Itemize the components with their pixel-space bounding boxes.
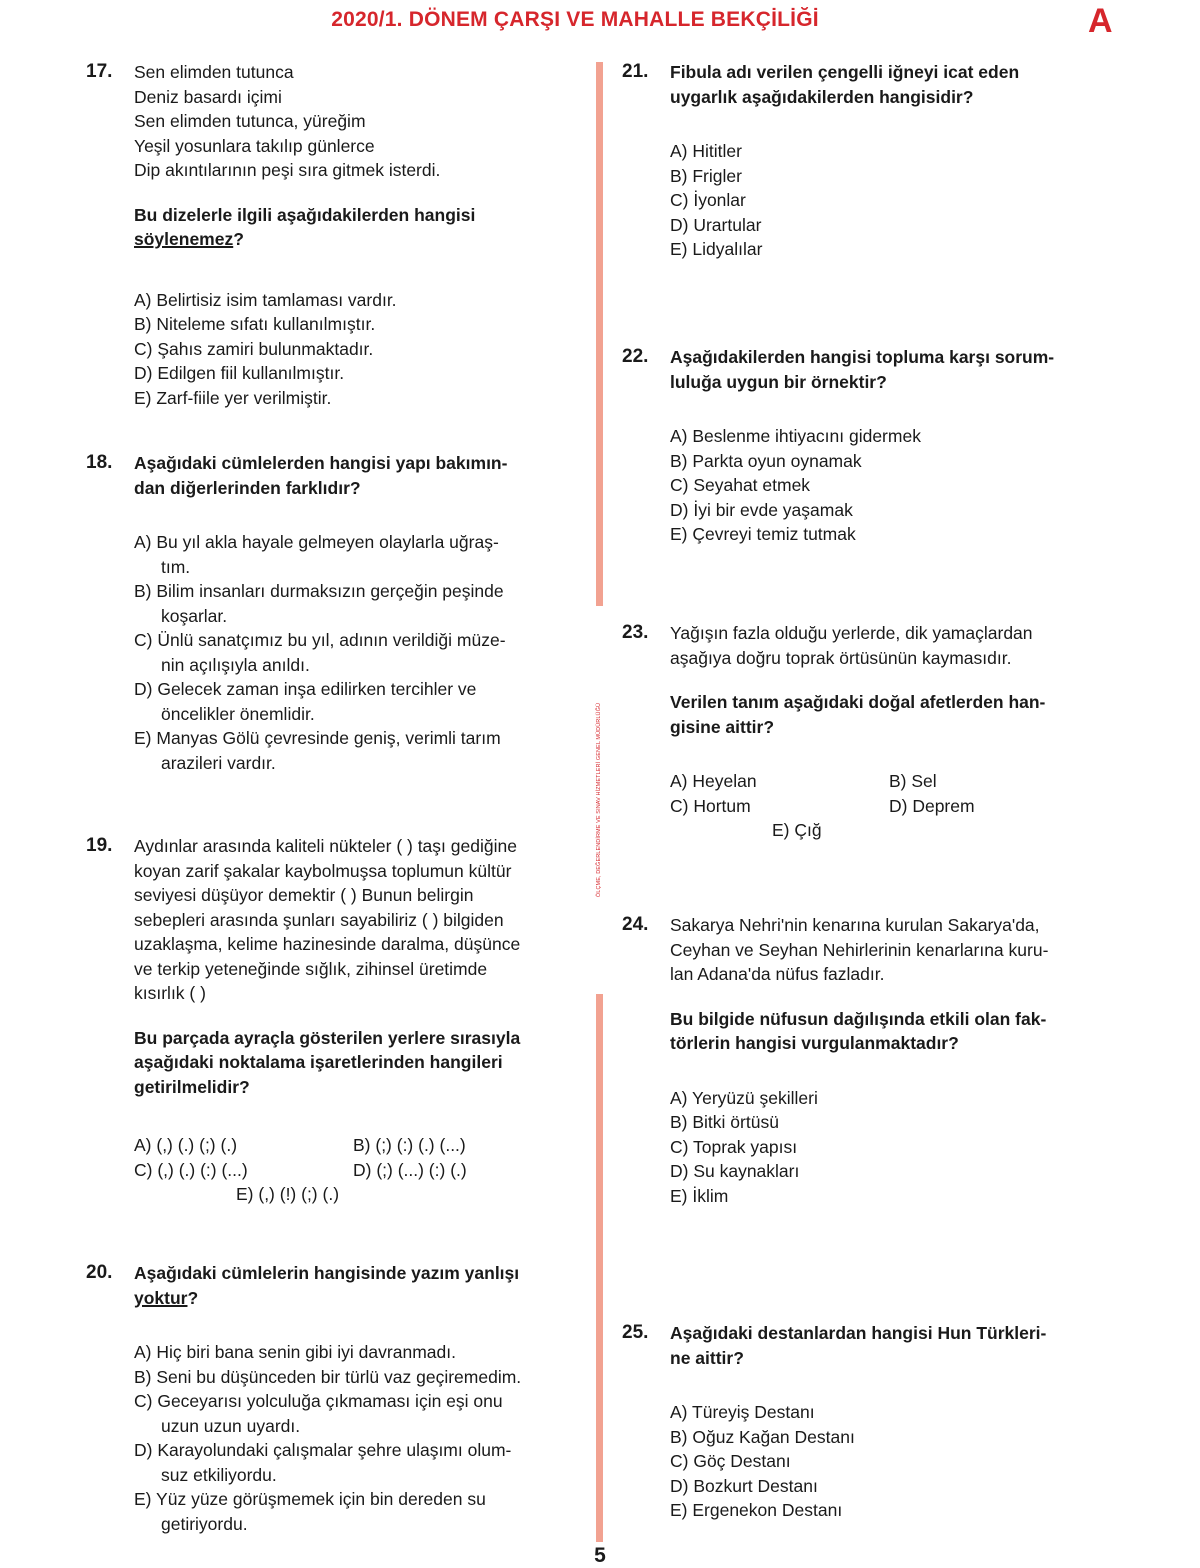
option-d[interactable]: D) Deprem <box>889 795 975 816</box>
passage-line: uzaklaşma, kelime hazinesinde daralma, düşünce <box>134 934 521 954</box>
passage-line: Aydınlar arasında kaliteli nükteler ( ) taşı gediğine <box>134 836 517 856</box>
answer-options <box>134 530 591 775</box>
option-c[interactable]: C) Seyahat etmek <box>670 475 811 495</box>
question-23 <box>622 621 1127 843</box>
option-e[interactable]: E) Zarf-fiile yer verilmiştir. <box>134 387 332 408</box>
option-d[interactable]: D) Urartular <box>670 214 762 235</box>
answer-options <box>134 1133 591 1207</box>
poem-line: Dip akıntılarının peşi sıra gitmek isterdi. <box>134 160 441 180</box>
option-d[interactable]: D) (;) (...) (:) (.) <box>353 1159 467 1180</box>
stem-question-mark: ? <box>187 1287 199 1308</box>
stem-negative-word: söylenemez <box>134 229 234 249</box>
stem-line: ne aittir? <box>670 1347 744 1368</box>
question-21 <box>622 60 1127 262</box>
question-number: 17. <box>86 61 113 82</box>
question-passage <box>670 621 1127 670</box>
option-b[interactable]: B) Sel <box>889 771 937 791</box>
option-e[interactable]: E) Ergenekon Destanı <box>670 1500 843 1520</box>
answer-options <box>134 1340 591 1536</box>
option-b[interactable]: B) Frigler <box>670 165 742 186</box>
stem-line <box>134 227 591 252</box>
passage-line: aşağıya doğru toprak örtüsünün kaymasıdır. <box>670 647 1012 668</box>
stem-line: Bu parçada ayraçla gösterilen yerlere sırasıyla <box>134 1027 521 1048</box>
option-a[interactable]: A) Türeyiş Destanı <box>670 1402 815 1422</box>
option-text-cont: uzun uzun uyardı. <box>161 1415 301 1436</box>
question-19 <box>86 834 591 1207</box>
option-e[interactable]: E) İklim <box>670 1185 729 1206</box>
question-22 <box>622 345 1127 547</box>
option-a[interactable]: A) Hititler <box>670 141 742 161</box>
option-text-cont: tım. <box>161 556 191 577</box>
stem-line: Fibula adı verilen çengelli iğneyi icat eden <box>670 62 1020 82</box>
option-c[interactable]: C) Toprak yapısı <box>670 1136 798 1157</box>
stem-line: Aşağıdaki cümlelerden hangisi yapı bakımın- <box>134 453 508 473</box>
stem-line: dan diğerlerinden farklıdır? <box>134 477 361 498</box>
stem-line: gisine aittir? <box>670 716 775 737</box>
question-stem <box>670 690 1127 739</box>
option-a[interactable]: A) Hiç biri bana senin gibi iyi davranmadı. <box>134 1342 456 1362</box>
option-a[interactable]: A) Yeryüzü şekilleri <box>670 1087 818 1108</box>
question-number: 25. <box>622 1322 649 1343</box>
question-number: 20. <box>86 1262 113 1283</box>
option-b[interactable]: B) Oğuz Kağan Destanı <box>670 1426 855 1447</box>
option-c[interactable]: C) İyonlar <box>670 190 746 210</box>
option-e[interactable] <box>134 726 591 775</box>
stem-line: törlerin hangisi vurgulanmaktadır? <box>670 1033 959 1053</box>
option-text-cont: suz etkiliyordu. <box>161 1464 277 1485</box>
stem-question-mark: ? <box>233 229 244 249</box>
question-stem <box>670 60 1127 109</box>
stem-line: Verilen tanım aşağıdaki doğal afetlerden han- <box>670 692 1046 712</box>
question-stem <box>134 451 591 500</box>
question-stem <box>134 203 591 252</box>
option-d[interactable]: D) İyi bir evde yaşamak <box>670 499 853 520</box>
stem-line <box>134 1286 591 1311</box>
option-a[interactable]: A) Belirtisiz isim tamlaması vardır. <box>134 289 397 310</box>
question-passage <box>134 834 591 1006</box>
option-d[interactable]: D) Su kaynakları <box>670 1161 800 1181</box>
option-b[interactable]: B) Bitki örtüsü <box>670 1112 779 1132</box>
option-text-cont: koşarlar. <box>161 605 228 626</box>
option-c[interactable] <box>134 628 591 677</box>
stem-line: Bu dizelerle ilgili aşağıdakilerden hangisi <box>134 204 476 225</box>
stem-line: Aşağıdaki cümlelerin hangisinde yazım yanlışı <box>134 1263 520 1283</box>
question-number: 19. <box>86 835 113 856</box>
answer-options <box>134 288 591 411</box>
question-stem <box>670 345 1127 394</box>
answer-options <box>670 769 1127 843</box>
option-a[interactable] <box>134 530 591 579</box>
poem-line: Sen elimden tutunca <box>134 62 294 82</box>
option-text: D) Karayolundaki çalışmalar şehre ulaşımı olum- <box>134 1440 512 1460</box>
passage-line: kısırlık ( ) <box>134 983 206 1003</box>
passage-line: Sakarya Nehri'nin kenarına kurulan Sakarya'da, <box>670 915 1040 935</box>
question-25 <box>622 1321 1127 1523</box>
stem-negative-word: yoktur <box>134 1287 188 1308</box>
option-c[interactable]: C) Hortum <box>670 795 751 816</box>
option-c[interactable] <box>134 1389 591 1438</box>
option-text: E) Manyas Gölü çevresinde geniş, verimli tarım <box>134 728 501 748</box>
question-stem <box>670 1007 1127 1056</box>
option-text-cont: nin açılışıyla anıldı. <box>161 654 310 675</box>
passage-line: Yağışın fazla olduğu yerlerde, dik yamaçlardan <box>670 623 1033 643</box>
option-a[interactable]: A) (,) (.) (;) (.) <box>134 1135 238 1155</box>
option-text: C) Geceyarısı yolculuğa çıkmaması için eşi onu <box>134 1391 503 1411</box>
option-b[interactable]: B) Parkta oyun oynamak <box>670 450 862 471</box>
option-text-cont: öncelikler önemlidir. <box>161 703 315 724</box>
option-a[interactable]: A) Heyelan <box>670 771 757 791</box>
stem-line: uygarlık aşağıdakilerden hangisidir? <box>670 86 974 107</box>
question-passage <box>670 913 1127 987</box>
passage-line: seviyesi düşüyor demektir ( ) Bunun belirgin <box>134 885 474 905</box>
option-e[interactable]: E) Çevreyi temiz tutmak <box>670 524 856 544</box>
option-d[interactable] <box>134 1438 591 1487</box>
answer-options <box>670 139 1127 262</box>
option-e[interactable]: E) Lidyalılar <box>670 239 763 259</box>
question-18 <box>86 451 591 775</box>
option-c[interactable]: C) Göç Destanı <box>670 1451 791 1471</box>
passage-line: lan Adana'da nüfus fazladır. <box>670 964 885 984</box>
poem-line: Deniz basardı içimi <box>134 86 282 107</box>
question-number: 24. <box>622 914 649 935</box>
option-c[interactable]: C) Şahıs zamiri bulunmaktadır. <box>134 338 374 359</box>
option-a[interactable]: A) Beslenme ihtiyacını gidermek <box>670 426 921 446</box>
option-text: B) Bilim insanları durmaksızın gerçeğin peşinde <box>134 581 504 601</box>
stem-line: Aşağıdaki destanlardan hangisi Hun Türkleri- <box>670 1323 1047 1343</box>
question-stem <box>134 1261 591 1310</box>
option-b[interactable]: B) Niteleme sıfatı kullanılmıştır. <box>134 314 376 334</box>
stem-line: luluğa uygun bir örnektir? <box>670 371 887 392</box>
question-poem <box>134 60 591 183</box>
poem-line: Yeşil yosunlara takılıp günlerce <box>134 135 375 156</box>
stem-line: Aşağıdakilerden hangisi topluma karşı sorum- <box>670 347 1055 367</box>
answer-options <box>670 424 1127 547</box>
option-d[interactable]: D) Bozkurt Destanı <box>670 1475 818 1496</box>
divider-vertical-note: ÖLÇME, DEĞERLENDİRME VE SINAV HİZMETLERİ GENEL MÜDÜRLÜĞÜ <box>594 606 604 994</box>
option-text: C) Ünlü sanatçımız bu yıl, adının verildiği müze- <box>134 630 506 650</box>
answer-options <box>670 1086 1127 1209</box>
option-b[interactable]: B) Seni bu düşünceden bir türlü vaz geçiremedim. <box>134 1366 522 1387</box>
stem-line: Bu bilgide nüfusun dağılışında etkili olan fak- <box>670 1008 1047 1029</box>
option-b[interactable]: B) (;) (:) (.) (...) <box>353 1135 466 1155</box>
option-b[interactable] <box>134 579 591 628</box>
option-text-cont: getiriyordu. <box>161 1513 248 1534</box>
question-stem <box>670 1321 1127 1370</box>
option-e[interactable] <box>134 1487 591 1536</box>
option-text: A) Bu yıl akla hayale gelmeyen olaylarla uğraş- <box>134 532 499 552</box>
passage-line: koyan zarif şakalar kaybolmuşsa toplumun kültür <box>134 860 512 881</box>
question-number: 23. <box>622 622 649 643</box>
poem-line: Sen elimden tutunca, yüreğim <box>134 111 366 131</box>
answer-options <box>670 1400 1127 1523</box>
question-number: 18. <box>86 452 113 473</box>
question-number: 22. <box>622 346 649 367</box>
option-text: E) Yüz yüze görüşmemek için bin dereden su <box>134 1489 486 1509</box>
option-d[interactable] <box>134 677 591 726</box>
passage-line: Ceyhan ve Seyhan Nehirlerinin kenarlarına kuru- <box>670 939 1049 960</box>
option-e[interactable]: E) Çığ <box>772 820 822 840</box>
question-number: 21. <box>622 61 649 82</box>
stem-line: getirilmelidir? <box>134 1076 250 1097</box>
question-24 <box>622 913 1127 1208</box>
page-number: 5 <box>594 1544 606 1567</box>
option-e[interactable]: E) (,) (!) (;) (.) <box>236 1184 340 1204</box>
question-20 <box>86 1261 591 1536</box>
passage-line: sebepleri arasında şunları sayabiliriz ( ) bilgiden <box>134 909 504 930</box>
passage-line: ve terkip yeteneğinde sığlık, zihinsel üretimde <box>134 958 488 979</box>
option-d[interactable]: D) Edilgen fiil kullanılmıştır. <box>134 363 345 383</box>
stem-line: aşağıdaki noktalama işaretlerinden hangileri <box>134 1052 503 1072</box>
page-header-title: 2020/1. DÖNEM ÇARŞI VE MAHALLE BEKÇİLİĞİ <box>331 8 819 31</box>
option-c[interactable]: C) (,) (.) (:) (...) <box>134 1159 248 1180</box>
booklet-letter: A <box>1088 2 1113 40</box>
option-text: D) Gelecek zaman inşa edilirken tercihler ve <box>134 679 477 699</box>
option-text-cont: arazileri vardır. <box>161 752 276 773</box>
question-stem <box>134 1026 591 1100</box>
question-17 <box>86 60 591 410</box>
